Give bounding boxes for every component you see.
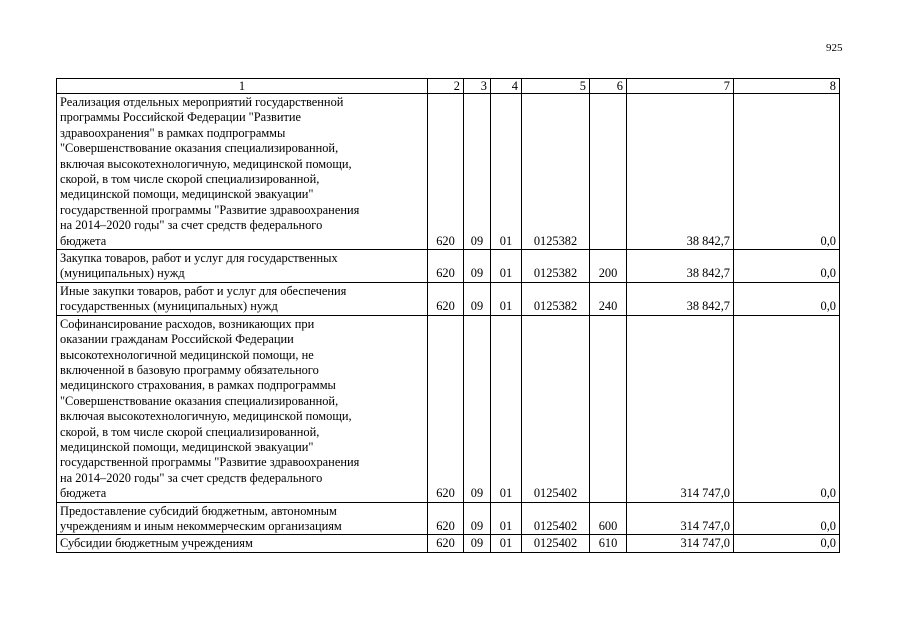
row-description: Иные закупки товаров, работ и услуг для обеспечения государственных (муниципальных) нужд [57, 282, 428, 315]
cell-amount-8: 0,0 [734, 535, 840, 552]
cell-amount-8: 0,0 [734, 502, 840, 535]
cell-subsection: 01 [491, 250, 522, 283]
cell-section: 09 [464, 315, 491, 502]
cell-amount-7: 314 747,0 [627, 315, 734, 502]
column-header: 4 [491, 79, 522, 94]
cell-ministry-code: 620 [428, 535, 464, 552]
column-header: 5 [522, 79, 590, 94]
cell-ministry-code: 620 [428, 315, 464, 502]
cell-subsection: 01 [491, 282, 522, 315]
cell-section: 09 [464, 502, 491, 535]
cell-subsection: 01 [491, 315, 522, 502]
cell-ministry-code: 620 [428, 502, 464, 535]
cell-amount-7: 38 842,7 [627, 282, 734, 315]
cell-ministry-code: 620 [428, 282, 464, 315]
cell-expense-type [590, 94, 627, 250]
table-header-row [57, 79, 840, 94]
column-header: 1 [57, 79, 428, 94]
table-row [57, 250, 840, 283]
cell-amount-7: 38 842,7 [627, 94, 734, 250]
budget-table [56, 78, 840, 553]
table-row [57, 535, 840, 552]
row-description: Субсидии бюджетным учреждениям [57, 535, 428, 552]
table-row [57, 94, 840, 250]
cell-section: 09 [464, 535, 491, 552]
column-header: 3 [464, 79, 491, 94]
cell-section: 09 [464, 250, 491, 283]
cell-amount-7: 314 747,0 [627, 535, 734, 552]
cell-ministry-code: 620 [428, 250, 464, 283]
cell-amount-8: 0,0 [734, 250, 840, 283]
cell-expense-type: 600 [590, 502, 627, 535]
cell-subsection: 01 [491, 94, 522, 250]
cell-amount-8: 0,0 [734, 315, 840, 502]
cell-amount-7: 38 842,7 [627, 250, 734, 283]
cell-target-article: 0125382 [522, 250, 590, 283]
cell-target-article: 0125382 [522, 94, 590, 250]
cell-expense-type: 200 [590, 250, 627, 283]
cell-target-article: 0125402 [522, 315, 590, 502]
row-description: Софинансирование расходов, возникающих при оказании гражданам Российской Федерации высокотехнологичной медицинской помощи, не включенной в базовую программу обязательного медицинского страхования, в рамках подпрограммы "Совершенствование оказания специализированной, включая высокотехнологичную, медицинской помощи, скорой, в том числе скорой специализированной, медицинской помощи, медицинской эвакуации" государственной программы "Развитие здравоохранения на 2014–2020 годы" за счет средств федерального бюджета [57, 315, 428, 502]
page-number: 925 [826, 42, 843, 54]
cell-expense-type: 240 [590, 282, 627, 315]
cell-ministry-code: 620 [428, 94, 464, 250]
cell-amount-7: 314 747,0 [627, 502, 734, 535]
column-header: 2 [428, 79, 464, 94]
cell-target-article: 0125402 [522, 502, 590, 535]
column-header: 6 [590, 79, 627, 94]
cell-expense-type [590, 315, 627, 502]
row-description: Закупка товаров, работ и услуг для государственных (муниципальных) нужд [57, 250, 428, 283]
cell-target-article: 0125402 [522, 535, 590, 552]
row-description: Реализация отдельных мероприятий государственной программы Российской Федерации "Развитие здравоохранения" в рамках подпрограммы "Совершенствование оказания специализированной, включая высокотехнологичную, медицинской помощи, скорой, в том числе скорой специализированной, медицинской помощи, медицинской эвакуации" государственной программы "Развитие здравоохранения на 2014–2020 годы" за счет средств федерального бюджета [57, 94, 428, 250]
cell-subsection: 01 [491, 502, 522, 535]
row-description: Предоставление субсидий бюджетным, автономным учреждениям и иным некоммерческим организациям [57, 502, 428, 535]
table-row [57, 315, 840, 502]
cell-subsection: 01 [491, 535, 522, 552]
cell-section: 09 [464, 94, 491, 250]
table-row [57, 282, 840, 315]
cell-section: 09 [464, 282, 491, 315]
cell-amount-8: 0,0 [734, 94, 840, 250]
table-row [57, 502, 840, 535]
column-header: 8 [734, 79, 840, 94]
cell-expense-type: 610 [590, 535, 627, 552]
cell-target-article: 0125382 [522, 282, 590, 315]
column-header: 7 [627, 79, 734, 94]
cell-amount-8: 0,0 [734, 282, 840, 315]
